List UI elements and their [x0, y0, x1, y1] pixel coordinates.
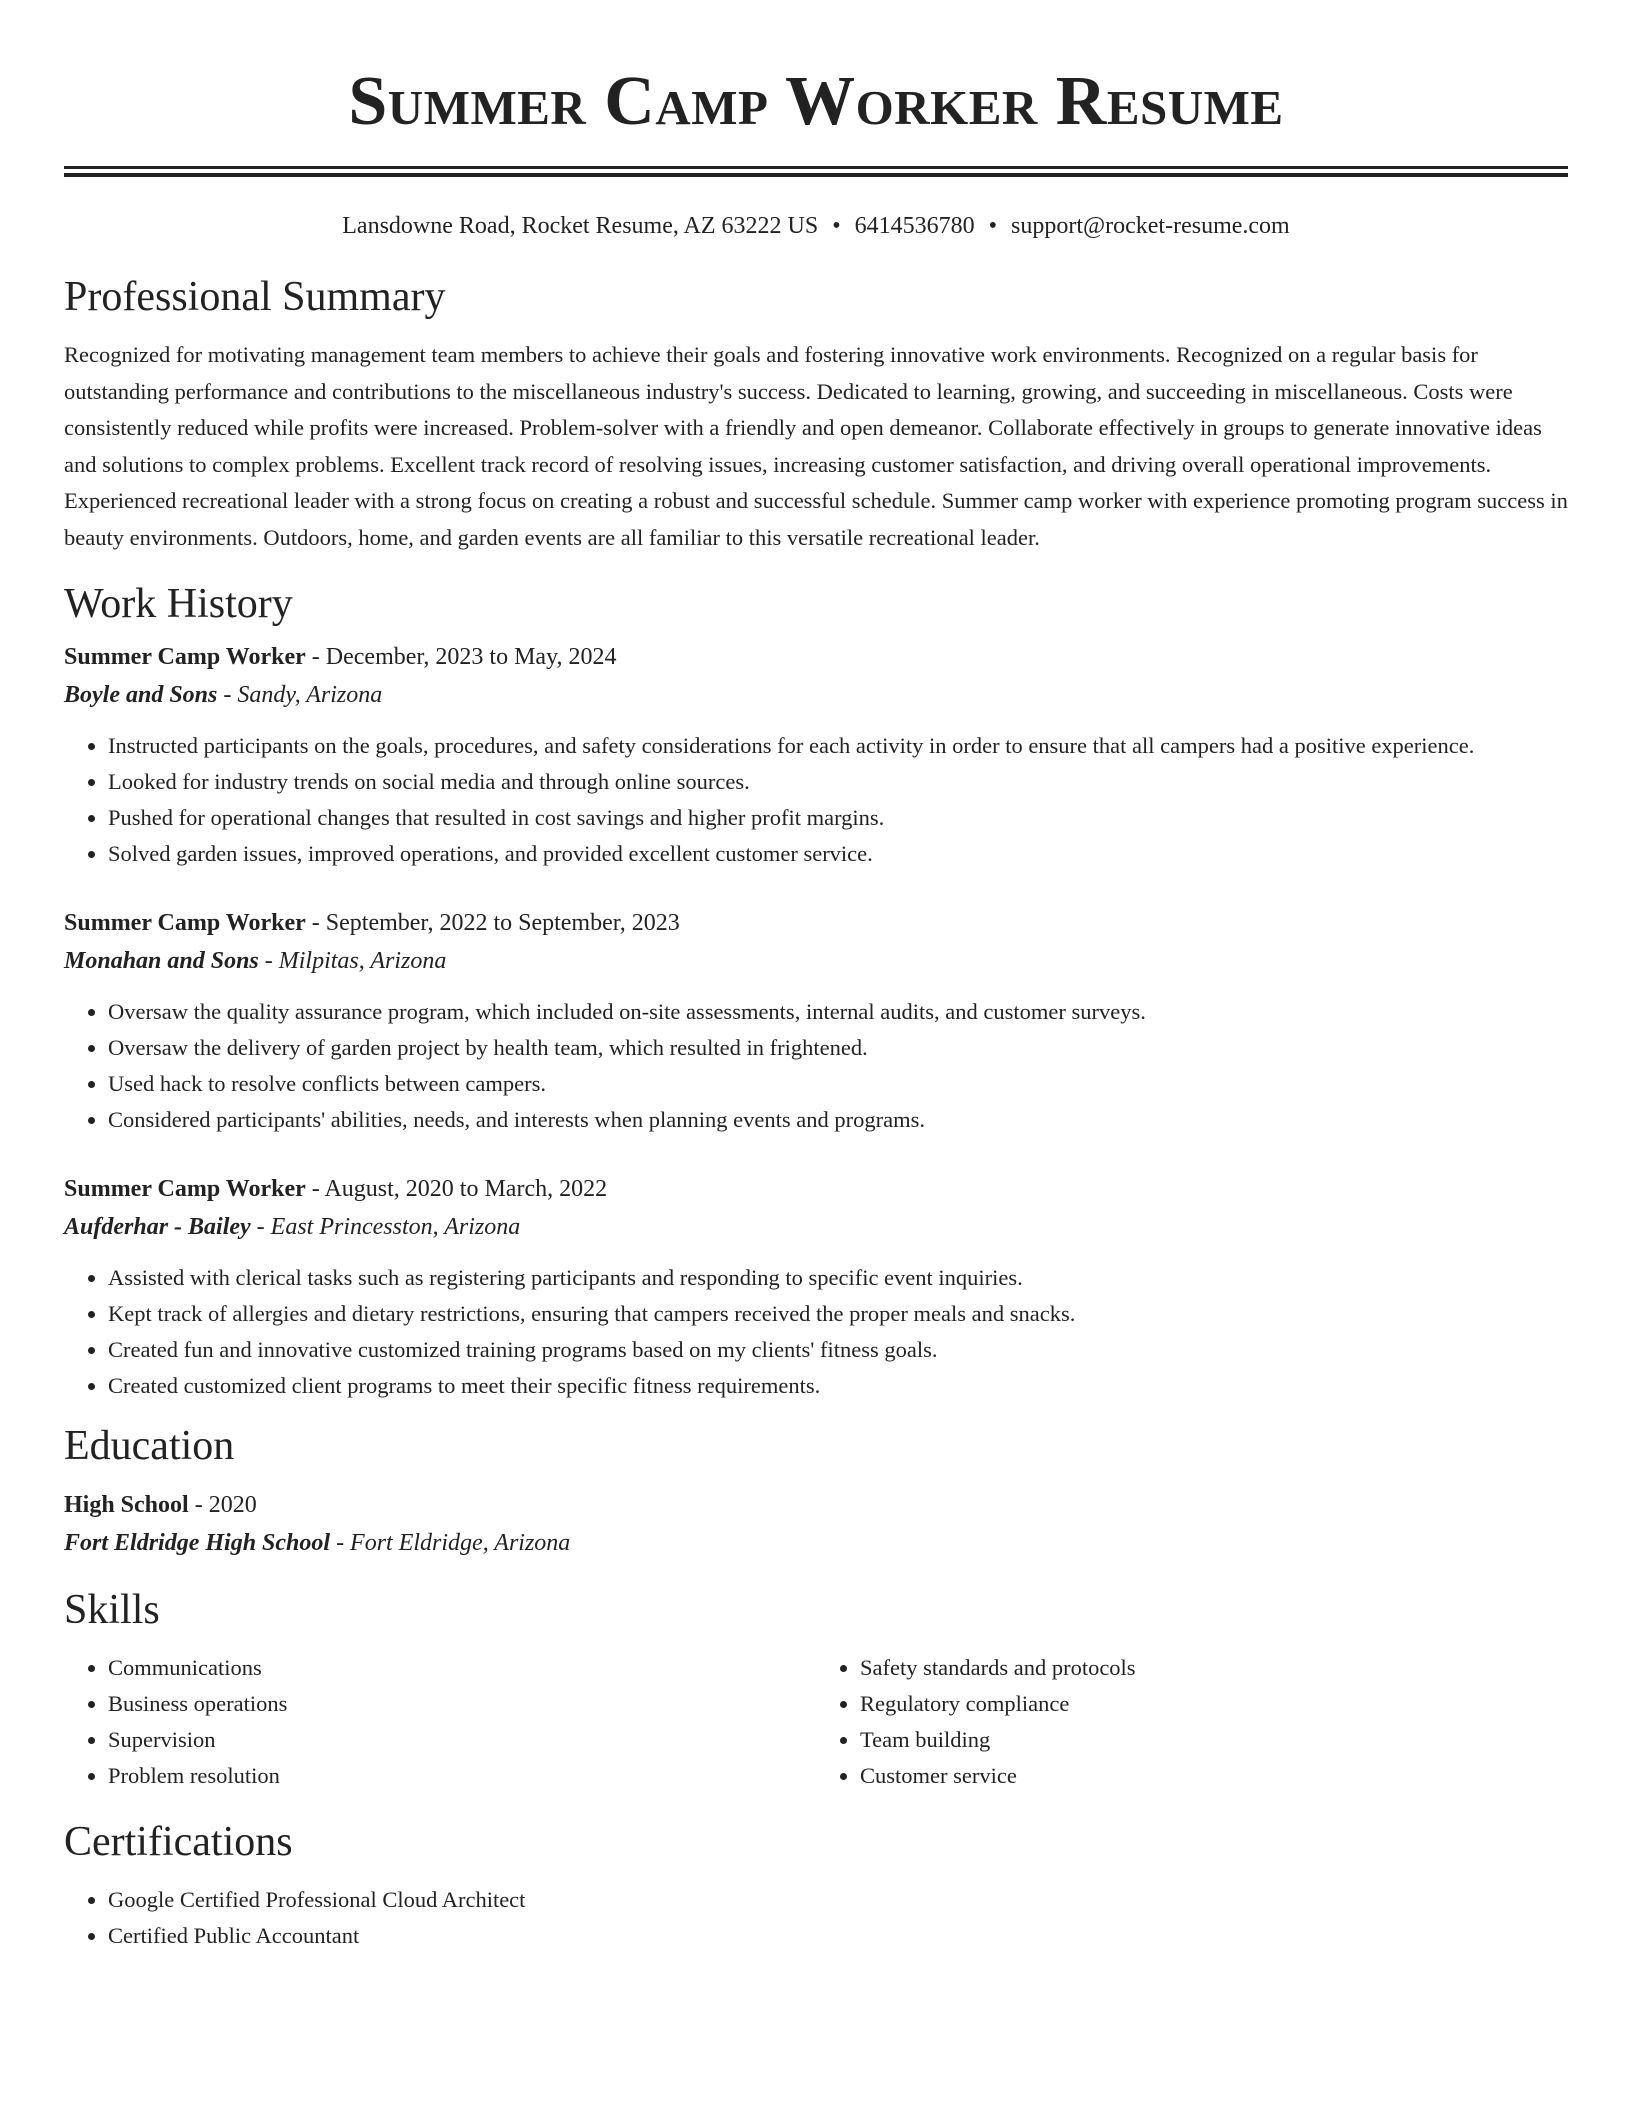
job-bullet: • Used hack to resolve conflicts between campers. — [108, 1066, 1568, 1102]
job-bullet: • Assisted with clerical tasks such as registering participants and responding to specific event inquiries. — [108, 1260, 1568, 1296]
education-degree: High School — [64, 1492, 189, 1518]
job-location: - Milpitas, Arizona — [258, 948, 447, 974]
skills-column-right — [816, 1650, 1568, 1794]
skill-item: • Team building — [860, 1722, 1568, 1758]
section-heading-skills: Skills — [64, 1587, 160, 1633]
job-bullets — [64, 994, 1568, 1138]
summary-text: Recognized for motivating management team members to achieve their goals and fostering innovative work environments. Recognized on a regular basis for outstanding performance and contributions to the miscellaneous industry's success. Dedicated to learning, growing, and succeeding in miscellaneous. Costs were consistently reduced while profits were increased. Problem-solver with a friendly and open demeanor. Collaborate effectively in groups to generate innovative ideas and solutions to complex problems. Excellent track record of resolving issues, increasing customer satisfaction, and driving overall operational improvements. Experienced recreational leader with a strong focus on creating a robust and successful schedule. Summer camp worker with experience promoting program success in beauty environments. Outdoors, home, and garden events are all familiar to this versatile recreational leader. — [64, 342, 1568, 550]
job-bullets — [64, 1260, 1568, 1404]
certification-item: • Google Certified Professional Cloud Architect — [108, 1882, 1568, 1918]
job-bullets — [64, 728, 1568, 872]
job-title-line — [64, 1170, 1568, 1208]
job-company-line — [64, 942, 1568, 980]
education-school-line — [64, 1524, 1568, 1562]
contact-line — [64, 209, 1568, 243]
contact-address: Lansdowne Road, Rocket Resume, AZ 63222 US — [342, 213, 819, 239]
section-heading-work-history: Work History — [64, 581, 293, 627]
job-entry — [64, 904, 1568, 1138]
skills-column-left — [64, 1650, 816, 1794]
job-bullet: • Oversaw the delivery of garden project by health team, which resulted in frightened. — [108, 1030, 1568, 1066]
contact-email: support@rocket-resume.com — [1011, 213, 1290, 239]
skills-grid — [64, 1650, 1568, 1794]
contact-separator: • — [988, 213, 998, 239]
title-divider — [64, 166, 1568, 177]
education-location: - Fort Eldridge, Arizona — [330, 1530, 571, 1556]
skill-item: • Communications — [108, 1650, 816, 1686]
education-school: Fort Eldridge High School — [64, 1530, 331, 1556]
skill-item: • Regulatory compliance — [860, 1686, 1568, 1722]
job-bullet: • Solved garden issues, improved operations, and provided excellent customer service. — [108, 836, 1568, 872]
job-bullet: • Created customized client programs to meet their specific fitness requirements. — [108, 1368, 1568, 1404]
job-title: Summer Camp Worker — [64, 1176, 306, 1202]
job-entry — [64, 1170, 1568, 1404]
skill-item: • Customer service — [860, 1758, 1568, 1794]
certifications-list — [64, 1882, 1568, 1954]
contact-phone: 6414536780 — [854, 213, 975, 239]
skill-item: • Problem resolution — [108, 1758, 816, 1794]
job-title-line — [64, 904, 1568, 942]
resume-page — [64, 0, 1568, 1954]
skill-item: • Business operations — [108, 1686, 816, 1722]
job-bullet: • Looked for industry trends on social media and through online sources. — [108, 764, 1568, 800]
certification-item: • Certified Public Accountant — [108, 1918, 1568, 1954]
job-location: - Sandy, Arizona — [217, 682, 383, 708]
job-company: Boyle and Sons — [64, 682, 218, 708]
job-bullet: • Instructed participants on the goals, procedures, and safety considerations for each activity in order to ensure that all campers had a positive experience. — [108, 728, 1568, 764]
skill-item: • Supervision — [108, 1722, 816, 1758]
job-title: Summer Camp Worker — [64, 644, 306, 670]
resume-title: Summer Camp Worker Resume — [348, 63, 1284, 140]
job-dates: - August, 2020 to March, 2022 — [305, 1176, 608, 1202]
section-heading-summary: Professional Summary — [64, 274, 446, 320]
job-bullet: • Pushed for operational changes that resulted in cost savings and higher profit margins. — [108, 800, 1568, 836]
contact-separator: • — [832, 213, 841, 239]
education-degree-line — [64, 1486, 1568, 1524]
job-bullet: • Created fun and innovative customized training programs based on my clients' fitness goals. — [108, 1332, 1568, 1368]
job-company: Aufderhar - Bailey — [64, 1214, 251, 1240]
section-heading-education: Education — [64, 1423, 235, 1469]
job-company-line — [64, 1208, 1568, 1246]
job-bullet: • Oversaw the quality assurance program, which included on-site assessments, internal audits, and customer surveys. — [108, 994, 1568, 1030]
job-list — [64, 638, 1568, 1404]
job-company-line — [64, 676, 1568, 714]
education-year: - 2020 — [188, 1492, 257, 1518]
education-entry — [64, 1486, 1568, 1562]
job-title-line — [64, 638, 1568, 676]
job-dates: - September, 2022 to September, 2023 — [305, 910, 680, 936]
section-heading-certifications: Certifications — [64, 1819, 293, 1865]
job-bullet: • Kept track of allergies and dietary restrictions, ensuring that campers received the proper meals and snacks. — [108, 1296, 1568, 1332]
job-location: - East Princesston, Arizona — [250, 1214, 521, 1240]
job-title: Summer Camp Worker — [64, 910, 306, 936]
job-entry — [64, 638, 1568, 872]
job-company: Monahan and Sons — [64, 948, 259, 974]
job-bullet: • Considered participants' abilities, needs, and interests when planning events and programs. — [108, 1102, 1568, 1138]
job-dates: - December, 2023 to May, 2024 — [305, 644, 617, 670]
skill-item: • Safety standards and protocols — [860, 1650, 1568, 1686]
